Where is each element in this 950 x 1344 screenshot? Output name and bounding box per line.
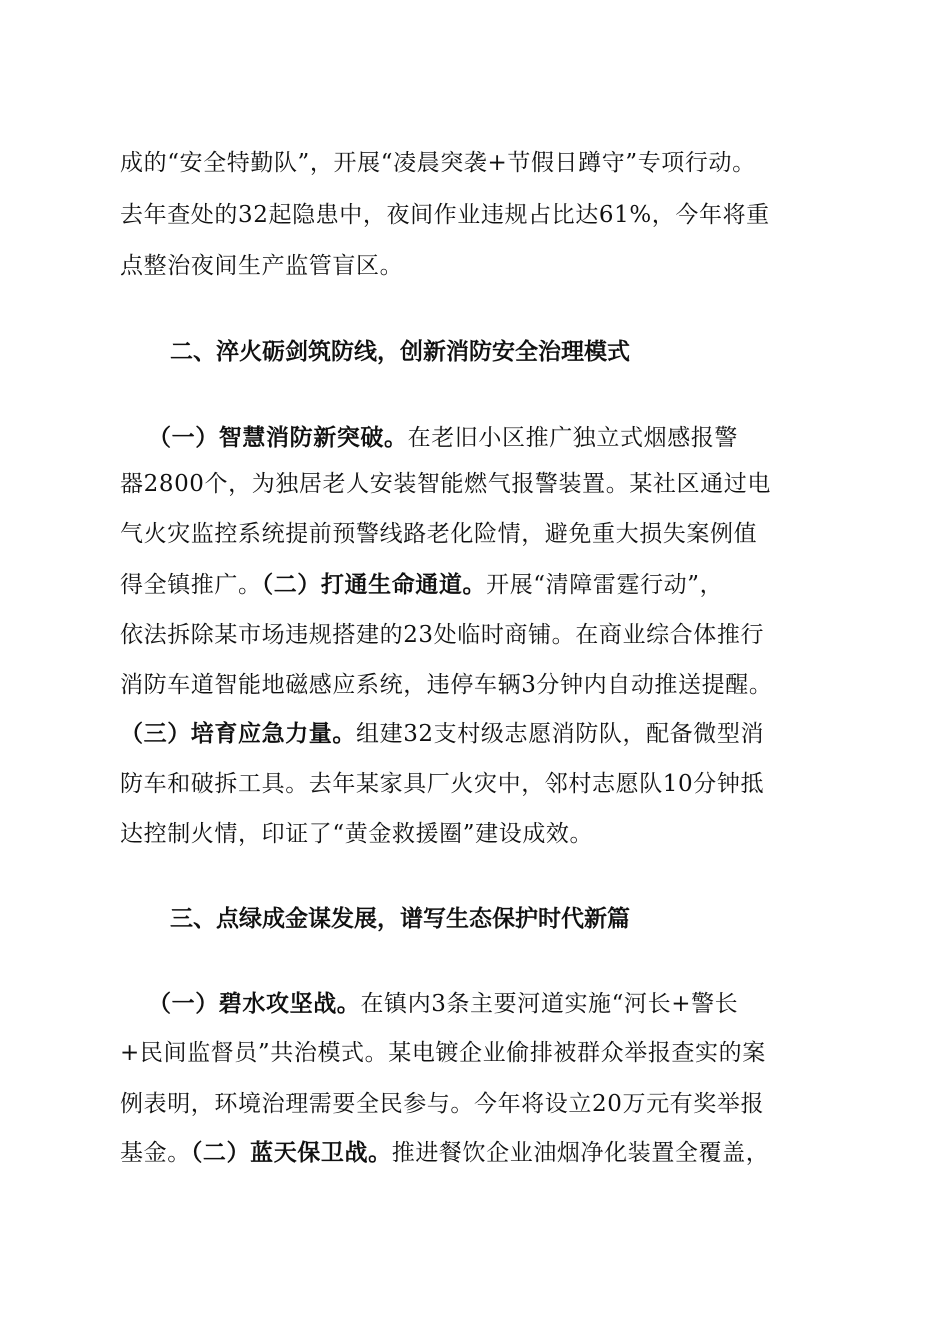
- section-2-line-4: [120, 570, 723, 600]
- intro-line-1: 成的“安全特勤队”，开展“凌晨突袭+节假日蹲守”专项行动。: [120, 150, 756, 176]
- intro-line-2: 去年查处的32起隐患中，夜间作业违规占比达61%，今年将重: [120, 202, 770, 228]
- section-2-line-2: 器2800个，为独居老人安装智能燃气报警装置。某社区通过电: [120, 471, 771, 497]
- section-3-item-2-label: （二）蓝天保卫战。: [190, 1140, 392, 1166]
- section-2-line-5: 依法拆除某市场违规搭建的23处临时商铺。在商业综合体推行: [120, 622, 765, 648]
- section-2-line-9: 达控制火情，印证了“黄金救援圈”建设成效。: [120, 821, 594, 847]
- section-3-line-1-text: 在镇内3条主要河道实施“河长+警长: [360, 991, 739, 1017]
- section-2-line-1: [148, 423, 738, 453]
- section-3-item-1-label: （一）碧水攻坚战。: [148, 991, 361, 1017]
- section-3-line-4-pre: 基金。: [120, 1140, 191, 1166]
- section-3-line-4: [120, 1138, 769, 1168]
- section-2-line-4-pre: 得全镇推广。: [120, 572, 262, 598]
- intro-line-3: 点整治夜间生产监管盲区。: [120, 253, 404, 279]
- section-2-line-8: 防车和破拆工具。去年某家具厂火灾中，邻村志愿队10分钟抵: [120, 771, 765, 797]
- section-2-line-7: [120, 719, 764, 749]
- section-2-item-2-label: （二）打通生命通道。: [261, 572, 487, 598]
- section-3-line-1: [148, 989, 738, 1019]
- section-3-line-3: 例表明，环境治理需要全民参与。今年将设立20万元有奖举报: [120, 1091, 765, 1117]
- section-3-line-4-post: 推进餐饮企业油烟净化装置全覆盖，: [391, 1140, 770, 1166]
- section-3-line-2: +民间监督员”共治模式。某电镀企业偷排被群众举报查实的案: [120, 1040, 766, 1066]
- section-2-item-3-label: （三）培育应急力量。: [120, 721, 356, 747]
- section-2-line-4-post: 开展“清障雷霆行动”，: [486, 572, 724, 598]
- section-2-line-1-text: 在老旧小区推广独立式烟感报警: [407, 425, 739, 451]
- section-2-line-7-text: 组建32支村级志愿消防队，配备微型消: [356, 721, 765, 747]
- section-2-item-1-label: （一）智慧消防新突破。: [148, 425, 408, 451]
- section-2-heading: 二、淬火砺剑筑防线，创新消防安全治理模式: [170, 339, 630, 365]
- section-3-heading: 三、点绿成金谋发展，谱写生态保护时代新篇: [170, 906, 630, 932]
- section-2-line-3: 气火灾监控系统提前预警线路老化险情，避免重大损失案例值: [120, 521, 758, 547]
- section-2-line-6: 消防车道智能地磁感应系统，违停车辆3分钟内自动推送提醒。: [120, 672, 773, 698]
